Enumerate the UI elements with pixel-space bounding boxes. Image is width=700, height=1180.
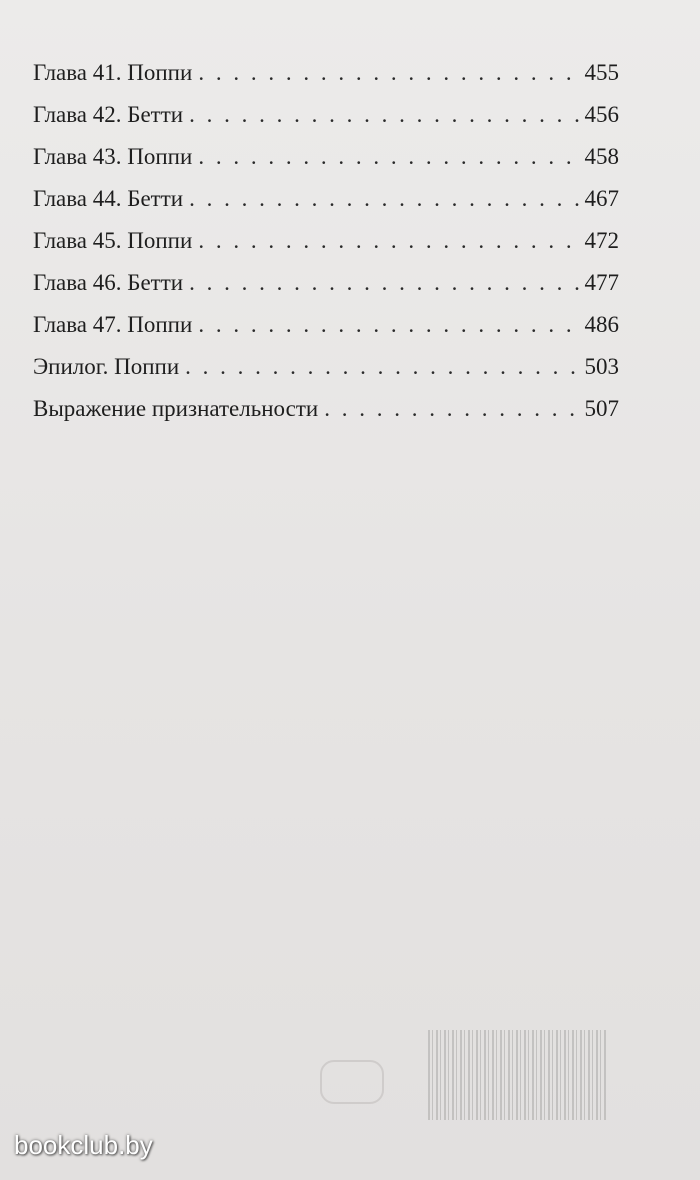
toc-leader-dots (198, 304, 578, 346)
toc-entry (33, 178, 619, 220)
toc-leader-dots (198, 52, 578, 94)
toc-entry-title: Глава 42. Бетти (33, 102, 184, 127)
toc-entry (33, 52, 619, 94)
age-rating-show-through (320, 1060, 384, 1104)
toc-entry-page: 507 (584, 396, 619, 421)
toc-entry (33, 262, 619, 304)
show-through-text (0, 930, 700, 946)
toc-entry (33, 94, 619, 136)
show-through-text (0, 456, 700, 471)
barcode-show-through (428, 1030, 608, 1120)
publisher-mark-show-through (130, 1058, 140, 1100)
toc-leader-dots (185, 346, 578, 388)
toc-entry-page: 503 (584, 354, 619, 379)
toc-leader-dots (198, 136, 578, 178)
toc-entry-title: Глава 41. Поппи (33, 60, 193, 85)
toc-entry (33, 388, 619, 430)
toc-entry-title: Глава 45. Поппи (33, 228, 193, 253)
toc-leader-dots (189, 94, 578, 136)
show-through-text (0, 510, 700, 525)
toc-entry-page: 455 (584, 60, 619, 85)
toc-entry-title: Эпилог. Поппи (33, 354, 180, 379)
toc-leader-dots (189, 262, 578, 304)
toc-entry-page: 456 (584, 102, 619, 127)
table-of-contents (33, 52, 619, 430)
toc-entry-title: Глава 47. Поппи (33, 312, 193, 337)
toc-leader-dots (198, 220, 578, 262)
toc-entry-title: Выражение признательности (33, 396, 319, 421)
toc-entry (33, 136, 619, 178)
toc-entry-title: Глава 43. Поппи (33, 144, 193, 169)
toc-entry (33, 220, 619, 262)
toc-entry (33, 346, 619, 388)
toc-entry-page: 458 (584, 144, 619, 169)
toc-leader-dots (324, 388, 578, 430)
toc-entry-page: 467 (584, 186, 619, 211)
toc-leader-dots (189, 178, 578, 220)
toc-entry-page: 477 (584, 270, 619, 295)
toc-entry-title: Глава 44. Бетти (33, 186, 184, 211)
site-watermark: bookclub.by (14, 1130, 153, 1160)
toc-entry-title: Глава 46. Бетти (33, 270, 184, 295)
toc-entry (33, 304, 619, 346)
toc-entry-page: 486 (584, 312, 619, 337)
toc-entry-page: 472 (584, 228, 619, 253)
